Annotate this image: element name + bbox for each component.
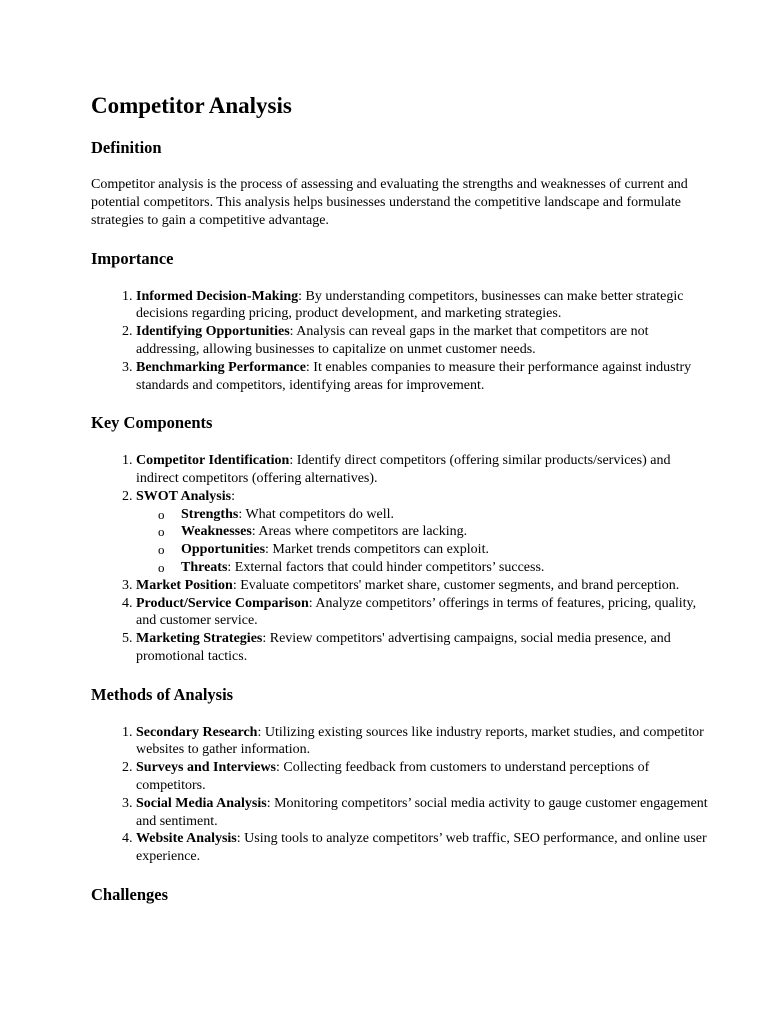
sub-list-item <box>136 506 708 524</box>
sub-item-term: Opportunities <box>181 542 266 558</box>
list-item-text: : Utilizing existing sources like industry reports, market studies, and competitor websites to gather information. <box>136 724 704 758</box>
list-item-text: : Evaluate competitors' market share, customer segments, and brand perception. <box>232 577 680 593</box>
list-item-text: : Identify direct competitors (offering similar products/services) and indirect competitors (offering alternatives). <box>136 453 671 486</box>
key-components-list <box>91 452 708 666</box>
sub-list-item <box>136 541 708 559</box>
list-item <box>136 577 708 595</box>
sub-item-term: Threats <box>181 559 228 575</box>
list-item <box>136 288 708 324</box>
list-item-term: Informed Decision-Making <box>136 288 299 304</box>
list-item-term: SWOT Analysis <box>136 488 232 504</box>
list-item-text: : By understanding competitors, businesses can make better strategic decisions regarding pricing, product development, and marketing strategies. <box>136 288 684 322</box>
list-item-term: Secondary Research <box>136 724 258 740</box>
list-item-text: : <box>231 488 235 504</box>
list-item <box>136 830 708 866</box>
list-item-term: Surveys and Interviews <box>136 760 277 776</box>
list-item-text: : Monitoring competitors’ social media activity to gauge customer engagement and sentiment. <box>136 795 708 829</box>
list-item-term: Benchmarking Performance <box>136 359 306 375</box>
list-item-text: : Review competitors' advertising campaigns, social media presence, and promotional tactics. <box>136 631 671 664</box>
sub-item-text: : Market trends competitors can exploit. <box>265 542 489 558</box>
list-item-term: Competitor Identification <box>136 453 290 469</box>
list-item <box>136 724 708 760</box>
key-components-heading: Key Components <box>91 413 213 433</box>
sub-list-item <box>136 559 708 577</box>
sub-list-item <box>136 523 708 541</box>
list-item-term: Product/Service Comparison <box>136 595 309 611</box>
bullet-marker: o <box>158 559 165 575</box>
bullet-marker: o <box>158 506 165 522</box>
list-item-text: : Analyze competitors’ offerings in terms of features, pricing, quality, and customer service. <box>136 595 697 629</box>
list-item <box>136 630 708 666</box>
sub-item-term: Weaknesses <box>181 524 252 540</box>
list-item-text: : It enables companies to measure their performance against industry standards and competitors, identifying areas for improvement. <box>136 359 692 393</box>
list-item <box>136 759 708 795</box>
list-item-term: Website Analysis <box>136 831 237 847</box>
importance-list <box>91 288 708 395</box>
swot-sublist <box>136 506 708 577</box>
importance-heading: Importance <box>91 248 174 268</box>
list-item <box>136 795 708 831</box>
bullet-marker: o <box>158 542 165 558</box>
list-item-term: Marketing Strategies <box>136 631 263 647</box>
definition-heading: Definition <box>91 137 162 157</box>
list-item-text: : Using tools to analyze competitors’ web traffic, SEO performance, and online user experience. <box>136 831 707 865</box>
sub-item-text: : What competitors do well. <box>238 506 394 522</box>
page-title: Competitor Analysis <box>91 93 292 118</box>
list-item <box>136 323 708 359</box>
sub-item-text: : External factors that could hinder competitors’ success. <box>227 559 545 575</box>
methods-list <box>91 724 708 866</box>
bullet-marker: o <box>158 524 165 540</box>
list-item-term: Market Position <box>136 577 233 593</box>
challenges-heading: Challenges <box>91 884 169 904</box>
list-item <box>136 488 708 577</box>
list-item <box>136 595 708 631</box>
list-item-term: Social Media Analysis <box>136 795 267 811</box>
list-item-term: Identifying Opportunities <box>136 324 290 340</box>
definition-paragraph: Competitor analysis is the process of assessing and evaluating the strengths and weaknesses of current and potential competitors. This analysis helps businesses understand the competitive landscape and formulate strategies to gain a competitive advantage. <box>91 177 688 228</box>
list-item <box>136 359 708 395</box>
list-item-text: : Collecting feedback from customers to understand perceptions of competitors. <box>136 760 650 793</box>
sub-item-text: : Areas where competitors are lacking. <box>251 524 468 540</box>
list-item <box>136 452 708 488</box>
methods-heading: Methods of Analysis <box>91 684 234 704</box>
sub-item-term: Strengths <box>181 506 239 522</box>
list-item-text: : Analysis can reveal gaps in the market that competitors are not addressing, allowing businesses to capitalize on unmet customer needs. <box>136 324 649 357</box>
